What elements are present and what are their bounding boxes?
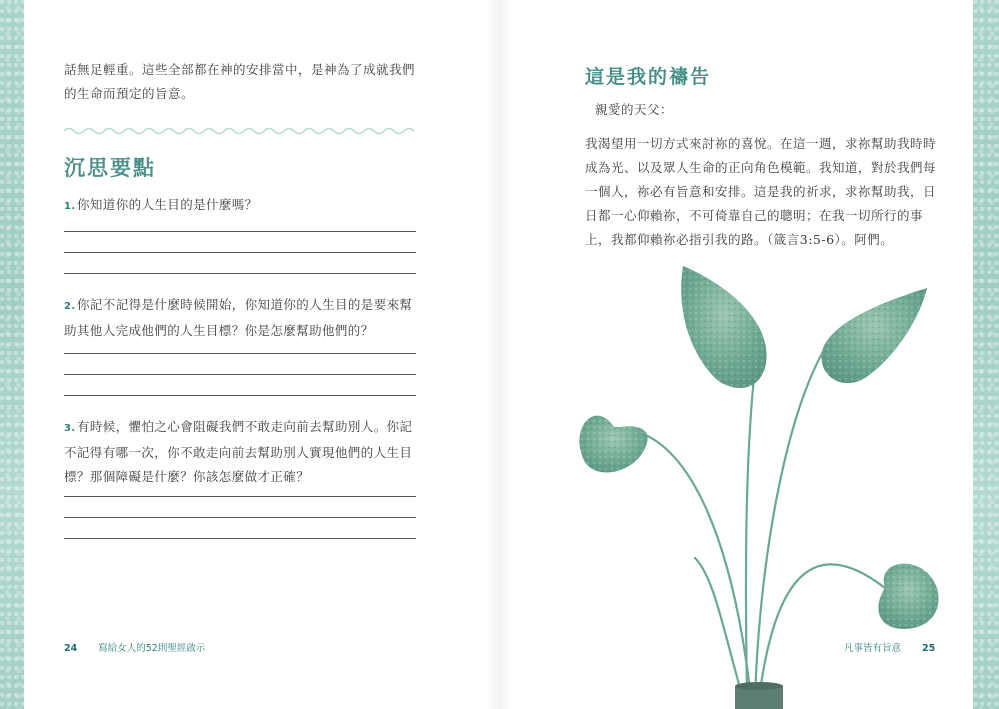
leaf-top xyxy=(681,266,766,388)
question-3 xyxy=(64,415,416,489)
footer-right xyxy=(844,640,935,654)
answer-line[interactable] xyxy=(64,353,416,354)
answer-line[interactable] xyxy=(64,374,416,375)
answer-line[interactable] xyxy=(64,538,416,539)
answer-line[interactable] xyxy=(64,231,416,232)
left-page xyxy=(24,0,499,709)
answer-line[interactable] xyxy=(64,252,416,253)
answer-line[interactable] xyxy=(64,517,416,518)
prayer-body: 我渴望用一切方式來討祢的喜悅。在這一週，求祢幫助我時時成為光、以及眾人生命的正向角色模範。我知道，對於我們每一個人，祢必有旨意和安排。這是我的祈求，求祢幫助我，日日都一心仰賴祢，不可倚靠自己的聰明；在我一切所行的事上，我都仰賴祢必指引我的路。（箴言3:5-6）。阿們。 xyxy=(585,136,937,247)
page-number: 24 xyxy=(64,643,78,654)
question-2 xyxy=(64,293,416,343)
wave-divider xyxy=(64,124,416,138)
answer-line[interactable] xyxy=(64,395,416,396)
question-number: 3. xyxy=(64,423,76,434)
page-number: 25 xyxy=(922,643,936,654)
question-text: 你記不記得是什麼時候開始，你知道你的人生目的是要來幫助其他人完成他們的人生目標？你是怎麼幫助他們的？ xyxy=(64,297,413,338)
question-number: 1. xyxy=(64,201,76,212)
leaf-left xyxy=(579,416,647,473)
intro-paragraph: 話無足輕重。這些全部都在神的安排當中，是神為了成就我們的生命而預定的旨意。 xyxy=(64,62,416,101)
decorative-border-left xyxy=(0,0,24,709)
chapter-title: 凡事皆有旨意 xyxy=(844,643,902,654)
decorative-border-right xyxy=(973,0,999,709)
answer-line[interactable] xyxy=(64,496,416,497)
question-text: 你知道你的人生目的是什麼嗎？ xyxy=(77,197,258,212)
question-number: 2. xyxy=(64,301,76,312)
leaf-right xyxy=(821,288,927,383)
prayer-greeting: 親愛的天父： xyxy=(595,102,674,117)
prayer-title: 這是我的禱告 xyxy=(585,66,712,88)
section-title: 沉思要點 xyxy=(64,155,156,180)
footer-left xyxy=(64,640,205,654)
plant-pot xyxy=(735,682,783,709)
right-page xyxy=(499,0,973,709)
book-title: 寫給女人的52則聖經啟示 xyxy=(98,643,206,654)
leaf-bottom xyxy=(878,564,938,629)
question-text: 有時候，懼怕之心會阻礙我們不敢走向前去幫助別人。你記不記得有哪一次，你不敢走向前去幫助別人實現他們的人生目標？那個障礙是什麼？你該怎麼做才正確？ xyxy=(64,419,413,484)
question-1 xyxy=(64,193,416,219)
answer-line[interactable] xyxy=(64,273,416,274)
